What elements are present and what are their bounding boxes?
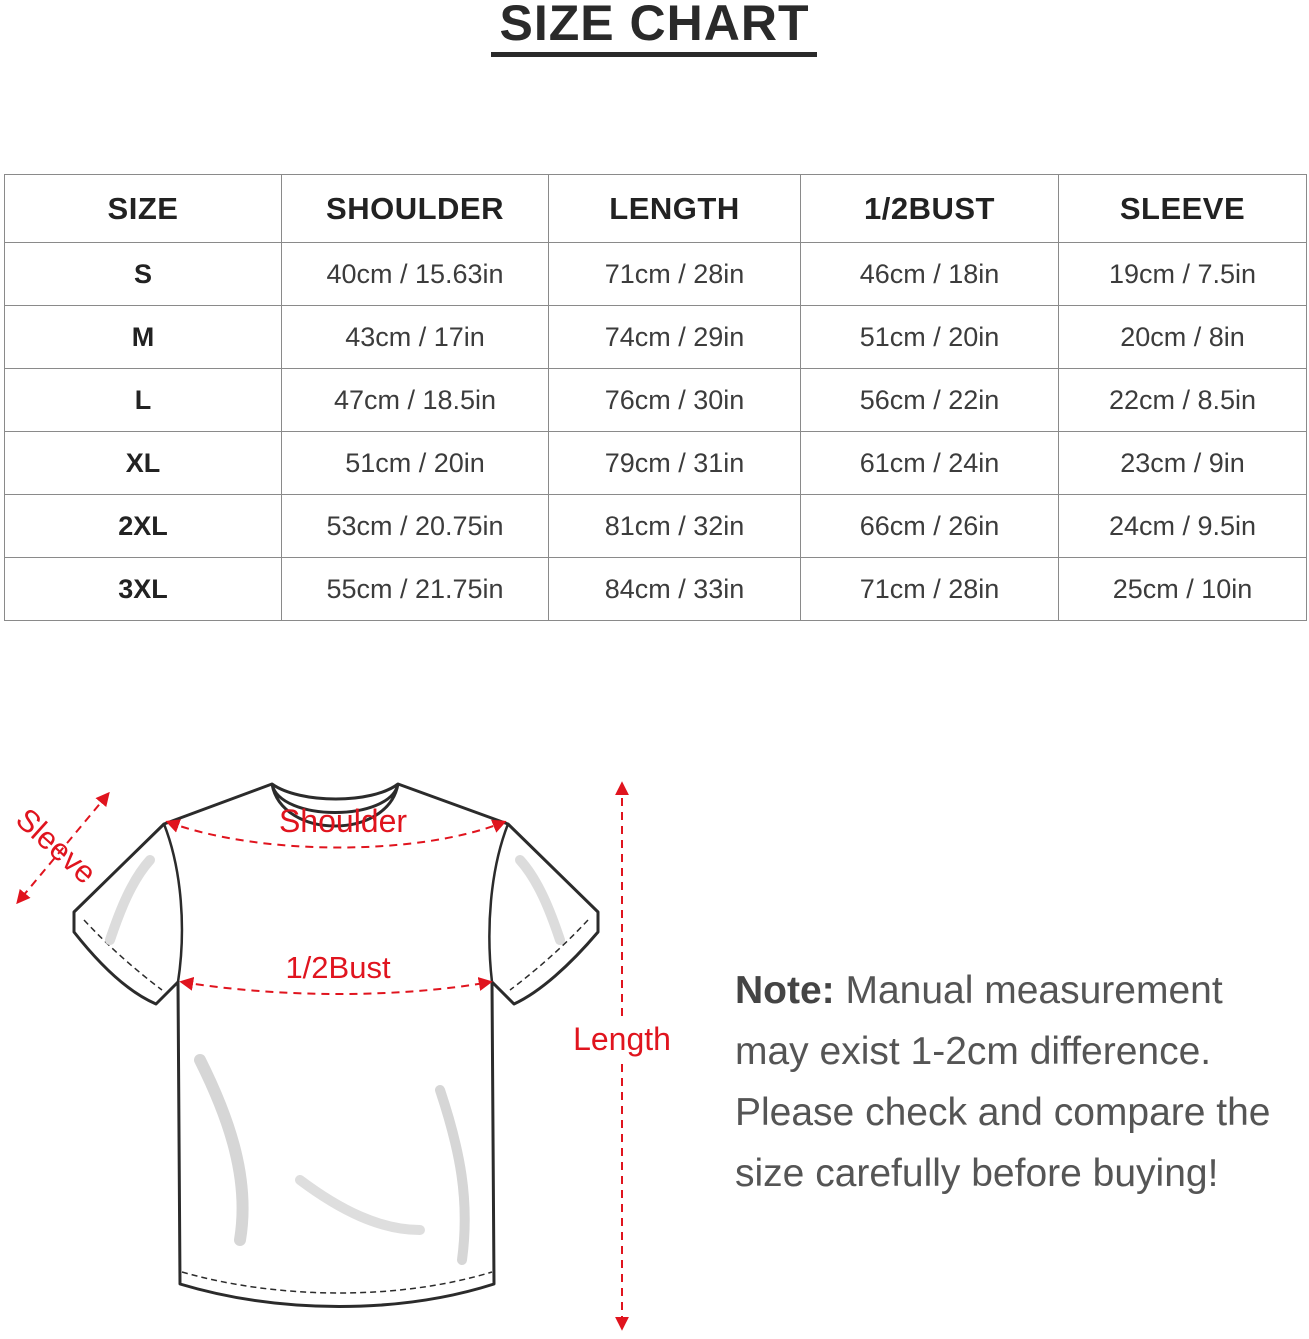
table-row [5,369,1307,432]
size-cell: 3XL [5,558,282,621]
note-label: Note: [735,969,835,1012]
table-row [5,243,1307,306]
table-header-row [5,175,1307,243]
bust-cell: 56cm / 22in [801,369,1059,432]
tshirt-measurement-diagram [0,760,720,1339]
size-cell: L [5,369,282,432]
sleeve-cell: 23cm / 9in [1059,432,1307,495]
table-row [5,495,1307,558]
sleeve-cell: 24cm / 9.5in [1059,495,1307,558]
length-cell: 81cm / 32in [549,495,801,558]
bust-cell: 61cm / 24in [801,432,1059,495]
header-sleeve: SLEEVE [1059,175,1307,243]
header-bust: 1/2BUST [801,175,1059,243]
bust-cell: 46cm / 18in [801,243,1059,306]
size-cell: S [5,243,282,306]
sleeve-cell: 22cm / 8.5in [1059,369,1307,432]
shoulder-cell: 47cm / 18.5in [282,369,549,432]
bust-cell: 71cm / 28in [801,558,1059,621]
header-size: SIZE [5,175,282,243]
length-cell: 76cm / 30in [549,369,801,432]
shoulder-label: Shoulder [278,803,408,839]
size-cell: M [5,306,282,369]
title-underline [491,52,817,57]
size-cell: XL [5,432,282,495]
sleeve-cell: 25cm / 10in [1059,558,1307,621]
measurement-note [735,960,1295,1204]
note-text: Manual measurement may exist 1-2cm difference. Please check and compare the size carefully before buying! [735,969,1271,1195]
shoulder-cell: 53cm / 20.75in [282,495,549,558]
shoulder-cell: 55cm / 21.75in [282,558,549,621]
table-row [5,306,1307,369]
length-cell: 79cm / 31in [549,432,801,495]
sleeve-cell: 19cm / 7.5in [1059,243,1307,306]
table-row [5,558,1307,621]
sleeve-cell: 20cm / 8in [1059,306,1307,369]
length-cell: 84cm / 33in [549,558,801,621]
sleeve-label: Sleeve [9,801,104,891]
page-title: SIZE CHART [499,0,810,51]
bust-label: 1/2Bust [285,950,391,985]
bust-cell: 66cm / 26in [801,495,1059,558]
header-length: LENGTH [549,175,801,243]
size-table [4,174,1307,621]
bust-cell: 51cm / 20in [801,306,1059,369]
length-label: Length [573,1021,671,1057]
shoulder-cell: 43cm / 17in [282,306,549,369]
shoulder-cell: 51cm / 20in [282,432,549,495]
header-shoulder: SHOULDER [282,175,549,243]
size-cell: 2XL [5,495,282,558]
length-cell: 74cm / 29in [549,306,801,369]
shoulder-cell: 40cm / 15.63in [282,243,549,306]
length-cell: 71cm / 28in [549,243,801,306]
table-row [5,432,1307,495]
